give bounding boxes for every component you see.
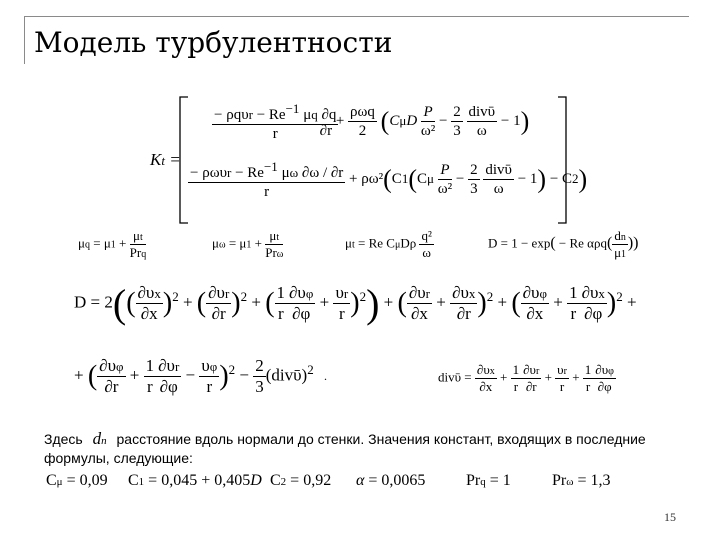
d-formula-row2: + ( $\frac{\partial\upsilon\varphi}{\partial r}$ + $\frac{1}{r}$ $\frac{\partial\upsilon r}{\partial\varphi}$ − $\frac{\upsilon\varphi}{r}$ )$^2$ − $\frac{2}{3}$ (divῡ)$^2$ . (74, 356, 327, 396)
slide-title: Модель турбулентности (34, 26, 393, 59)
const-c1: C1 = 0,045 + 0,405D (128, 472, 262, 489)
note-symbol: dn (92, 429, 107, 448)
note-paragraph (44, 430, 664, 467)
damping-formula: D = 1 − exp( − Re αρq( $\frac{dn}{\mu 1}$ )) (488, 228, 639, 260)
note-prefix: Здесь (44, 431, 83, 447)
kt-row2: $\frac{- \rho\omega\upsilon r - Re^{-1} \mu\omega \partial\omega / \partial r}{r}$ + ρω²(C1(Cμ $\frac{P}{\text{ω²}}$ − $\frac{2}{3}$ $\frac{\text{divῡ}}{\omega}$ − 1) − C2) (190, 159, 588, 200)
frame-left-line (24, 16, 25, 64)
frame-top-line (24, 16, 689, 17)
kt-label: Kt = (150, 150, 181, 169)
note-text: расстояние вдоль нормали до стенки. Значения констант, входящих в последние формулы, следующие: (44, 431, 646, 466)
const-pr-q: Prq = 1 (466, 472, 511, 489)
const-c2: C2 = 0,92 (270, 472, 332, 489)
div-v-formula: divῡ = $\frac{\partial\upsilon x}{\partial x}$ + $\frac{1}{r}$ $\frac{\partial\upsilon r}{\partial r}$ + $\frac{\upsilon r}{r}$ + $\frac{1}{r}$ $\frac{\partial\upsilon\varphi}{\partial\varphi}$ (438, 362, 614, 394)
mu-w-formula: μω = μ1 + $\frac{\mu t}{\text{Prω}}$ (212, 228, 284, 260)
const-alpha: α = 0,0065 (356, 472, 426, 489)
page-number: 15 (664, 510, 676, 524)
d-formula-row1: D = 2(( $\frac{\partial\upsilon x}{\partial x}$ )$^2$ + ( $\frac{\partial\upsilon r}{\partial r}$ )$^2$ + ( $\frac{1}{r}$ $\frac{\partial\upsilon\varphi}{\partial\varphi}$ + $\frac{\upsilon r}{r}$ )$^2$) + ( $\frac{\partial\upsilon r}{\partial x}$ + $\frac{\partial\upsilon x}{\partial r}$ )$^2$ + ( $\frac{\partial\upsilon\varphi}{\partial x}$ + $\frac{1}{r}$ $\frac{\partial\upsilon x}{\partial\varphi}$ )$^2$ + (74, 281, 637, 326)
const-c-mu: Cμ = 0,09 (46, 472, 108, 489)
mu-q-formula: μq = μ1 + $\frac{\mu t}{\text{Prq}}$ (78, 228, 147, 260)
const-pr-w: Prω = 1,3 (552, 472, 611, 489)
mu-t-formula: μt = Re CμDρ $\frac{\text{q²}}{\omega}$ (345, 228, 432, 260)
kt-row1: $\frac{- \rho q\upsilon r - Re^{-1} \mu q \partial q}{r}$ ∂r + $\frac{\text{ρωq}}{2}$ (CμD $\frac{P}{\text{ω²}}$ − $\frac{2}{3}$ $\frac{\text{divῡ}}{\omega}$ − 1) (214, 101, 530, 142)
